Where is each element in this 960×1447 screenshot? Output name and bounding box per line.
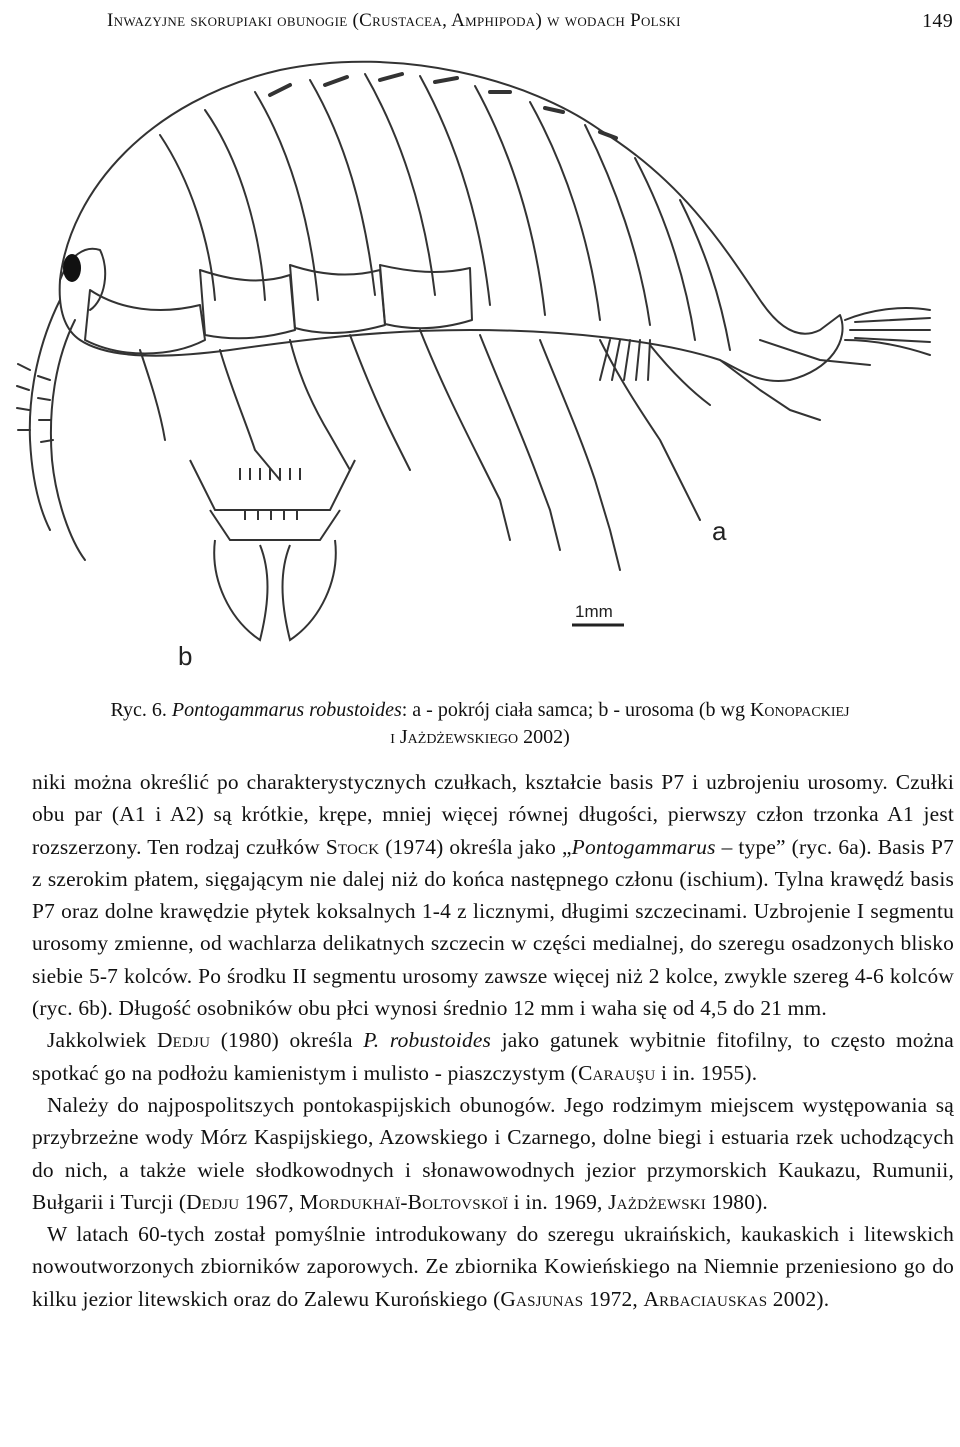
body-outline (60, 62, 843, 381)
p3-author-jazdzewski: Jażdżewski (608, 1189, 706, 1214)
p2-text-d: i in. 1955). (655, 1060, 758, 1085)
p2-text-c: jako gatunek wybitnie fitofilny, to często można spotkać go na podłożu kamienistym i mulisto - piaszczystym ( (32, 1028, 954, 1085)
p3-author-dedju: Dedju (186, 1189, 240, 1214)
p4-text-b: 1972, (583, 1286, 644, 1311)
paragraph-3 (32, 1089, 954, 1218)
caption-prefix: Ryc. 6. (110, 699, 172, 721)
running-title: Inwazyjne skorupiaki obunogie (Crustacea, Amphipoda) w wodach Polski (107, 10, 681, 31)
p2-text-b: (1980) określa (210, 1028, 364, 1053)
scale-bar-label: 1mm (575, 602, 613, 621)
urosoma-detail (190, 460, 355, 640)
paragraph-4 (32, 1218, 954, 1315)
caption-author: Konopackiej (749, 699, 850, 721)
amphipod-illustration (0, 40, 960, 700)
antenna-1 (30, 300, 60, 530)
running-header (107, 6, 953, 36)
eye (63, 254, 81, 282)
figure-caption (40, 697, 920, 751)
caption-species: Pontogammarus robustoides (171, 699, 402, 721)
p1-text-b: (1974) określa jako „ (379, 834, 572, 859)
caption-author2: i Jażdżewskiego (390, 726, 519, 748)
figure-6 (0, 40, 960, 700)
caption-text: : a - pokrój ciała samca; b - urosoma (b wg (401, 699, 750, 721)
p3-text-d: 1980). (705, 1189, 768, 1214)
p2-author-carausu: Carauşu (578, 1060, 656, 1085)
p3-text-c: i in. 1969, (508, 1189, 609, 1214)
figure-label-a: a (712, 516, 727, 546)
p1-author-stock: Stock (325, 834, 380, 859)
p1-text-c: – type” (ryc. 6a). Basis P7 z szerokim płatem, sięgającym nie dalej niż do końca następnego członu (ischium). Tylna krawędź basis P7 oraz dolne krawędzie płytek koksalnych 1-4 z licznymi, długimi szczecinami. Uzbrojenie I segmentu urosomy zmienne, od wachlarza delikatnych szczecin w części medialnej, do szeregu osadzonych blisko siebie 5-7 kolców. Po środku II segmentu urosomy zawsze więcej niż 2 kolce, zwykle szereg 4-6 kolców (ryc. 6b). Długość osobników obu płci wynosi średnio 12 mm i waha się od 4,5 do 21 mm. (32, 834, 954, 1021)
p4-author-arbaciauskas: Arbaciauskas (643, 1286, 768, 1311)
body-text (32, 766, 954, 1315)
p2-text-a: Jakkolwiek (47, 1028, 157, 1053)
paragraph-2 (32, 1024, 954, 1089)
p3-author-mordukhai: Mordukhaï-Boltovskoï (299, 1189, 509, 1214)
scale-bar-group (572, 602, 624, 625)
p3-text-a: Należy do najpospolitszych pontokaspijskich obunogów. Jego rodzimym miejscem występowania są przybrzeżne wody Mórz Kaspijskiego, Azowskiego i Czarnego, dolne biegi i estuaria rzek uchodzących do nich, a także wiele słodkowodnych i słonawowodnych jezior przymorskich Kaukazu, Rumunii, Bułgarii i Turcji ( (32, 1092, 954, 1214)
p4-author-gasjunas: Gasjunas (500, 1286, 584, 1311)
page-number: 149 (922, 10, 953, 32)
p3-text-b: 1967, (239, 1189, 300, 1214)
p1-genus: Pontogammarus (571, 834, 716, 859)
p4-text-c: 2002). (767, 1286, 830, 1311)
p2-species: P. robustoides (363, 1028, 492, 1053)
antenna-2 (51, 320, 85, 560)
figure-label-b: b (178, 641, 193, 671)
p4-text-a: W latach 60-tych został pomyślnie introdukowany do szeregu ukraińskich, kaukaskich i litewskich nowoutworzonych zbiorników zaporowych. Ze zbiornika Kowieńskiego na Niemnie przeniesiono go do kilku jezior litewskich oraz do Zalewu Kurońskiego ( (32, 1222, 954, 1311)
p2-author-dedju: Dedju (157, 1028, 211, 1053)
caption-year: 2002) (518, 726, 570, 748)
paragraph-1 (32, 766, 954, 1024)
p1-text-a: niki można określić po charakterystycznych czułkach, kształcie basis P7 i uzbrojeniu urosomy. Czułki obu par (A1 i A2) są krótkie, krępe, mniej więcej równej długości, pierwszy człon trzonka A1 jest rozszerzony. Ten rodzaj czułków (32, 770, 954, 859)
